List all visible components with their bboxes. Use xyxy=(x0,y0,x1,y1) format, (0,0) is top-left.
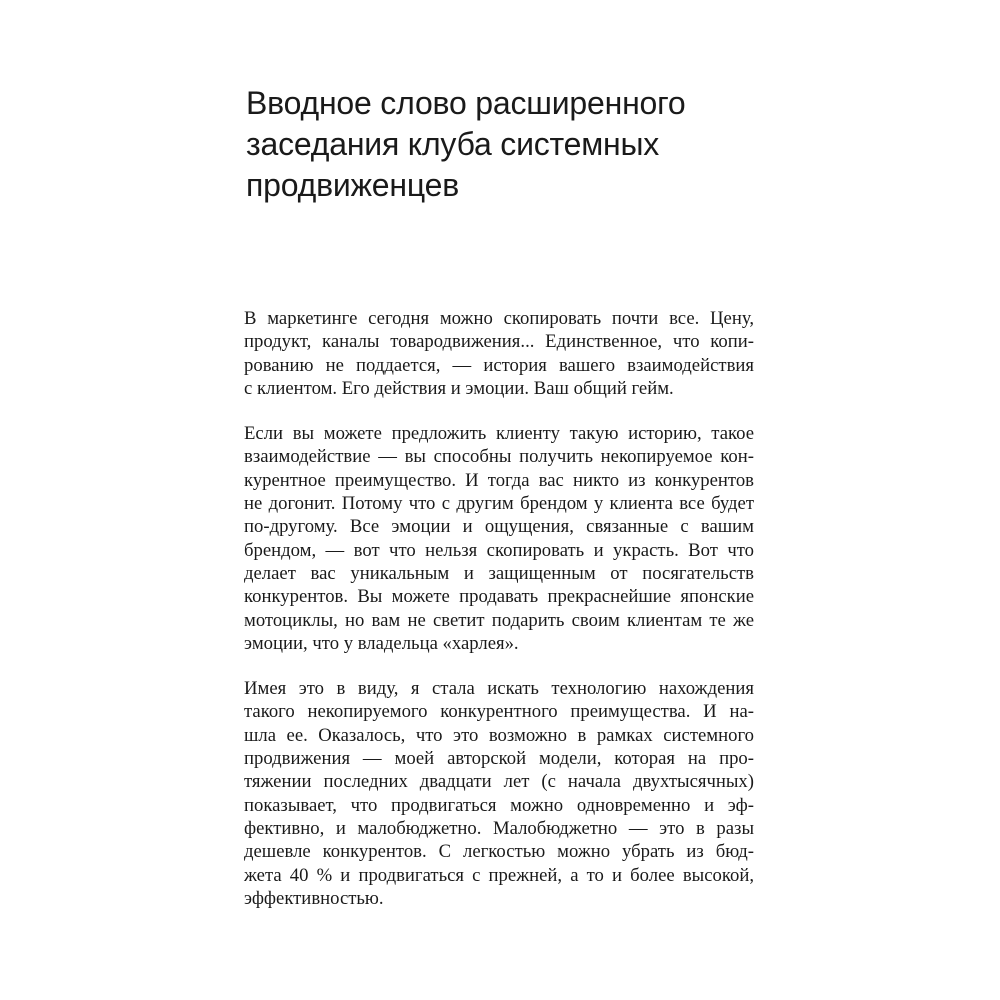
text-line: шла ее. Оказалось, что это возможно в рамках системного xyxy=(244,724,754,746)
chapter-title xyxy=(246,83,766,206)
text-line: мотоциклы, но вам не светит подарить своим клиентам те же xyxy=(244,609,754,631)
text-line: эффективностью. xyxy=(244,887,384,909)
text-line: рованию не поддается, — история вашего взаимодействия xyxy=(244,354,754,376)
paragraph-3 xyxy=(244,677,754,910)
text-line: фективно, и малобюджетно. Малобюджетно — это в разы xyxy=(244,817,754,839)
text-line: Имея это в виду, я стала искать технологию нахождения xyxy=(244,678,754,700)
text-line: конкурентов. Вы можете продавать прекраснейшие японские xyxy=(244,586,754,608)
text-line: такого некопируемого конкурентного преимущества. И на- xyxy=(244,701,754,723)
text-line: брендом, — вот что нельзя скопировать и украсть. Вот что xyxy=(244,539,754,561)
paragraph-2 xyxy=(244,422,754,655)
text-line: тяжении последних двадцати лет (с начала двухтысячных) xyxy=(244,771,754,793)
chapter-title-line: заседания клуба системных xyxy=(246,126,660,162)
text-line: с клиентом. Его действия и эмоции. Ваш общий гейм. xyxy=(244,377,674,399)
text-line: делает вас уникальным и защищенным от посягательств xyxy=(244,562,754,584)
text-line: показывает, что продвигаться можно одновременно и эф- xyxy=(244,794,754,816)
text-line: курентное преимущество. И тогда вас никто из конкурентов xyxy=(244,469,754,491)
text-line: жета 40 % и продвигаться с прежней, а то и более высокой, xyxy=(244,864,754,886)
text-line: Если вы можете предложить клиенту такую историю, такое xyxy=(244,423,754,445)
text-line: продвижения — моей авторской модели, которая на про- xyxy=(244,748,754,770)
text-line: по-другому. Все эмоции и ощущения, связанные с вашим xyxy=(244,516,754,538)
text-line: взаимодействие — вы способны получить некопируемое кон- xyxy=(244,446,754,468)
paragraph-1 xyxy=(244,307,754,400)
text-line: В маркетинге сегодня можно скопировать почти все. Цену, xyxy=(244,308,754,329)
chapter-title-line: Вводное слово расширенного xyxy=(246,85,686,121)
body-text xyxy=(244,307,754,932)
text-line: не догонит. Потому что с другим брендом у клиента все будет xyxy=(244,493,754,515)
text-line: эмоции, что у владельца «харлея». xyxy=(244,632,519,654)
text-line: дешевле конкурентов. С легкостью можно убрать из бюд- xyxy=(244,841,754,863)
text-line: продукт, каналы товародвижения... Единственное, что копи- xyxy=(244,331,754,353)
chapter-title-line: продвиженцев xyxy=(246,167,460,203)
